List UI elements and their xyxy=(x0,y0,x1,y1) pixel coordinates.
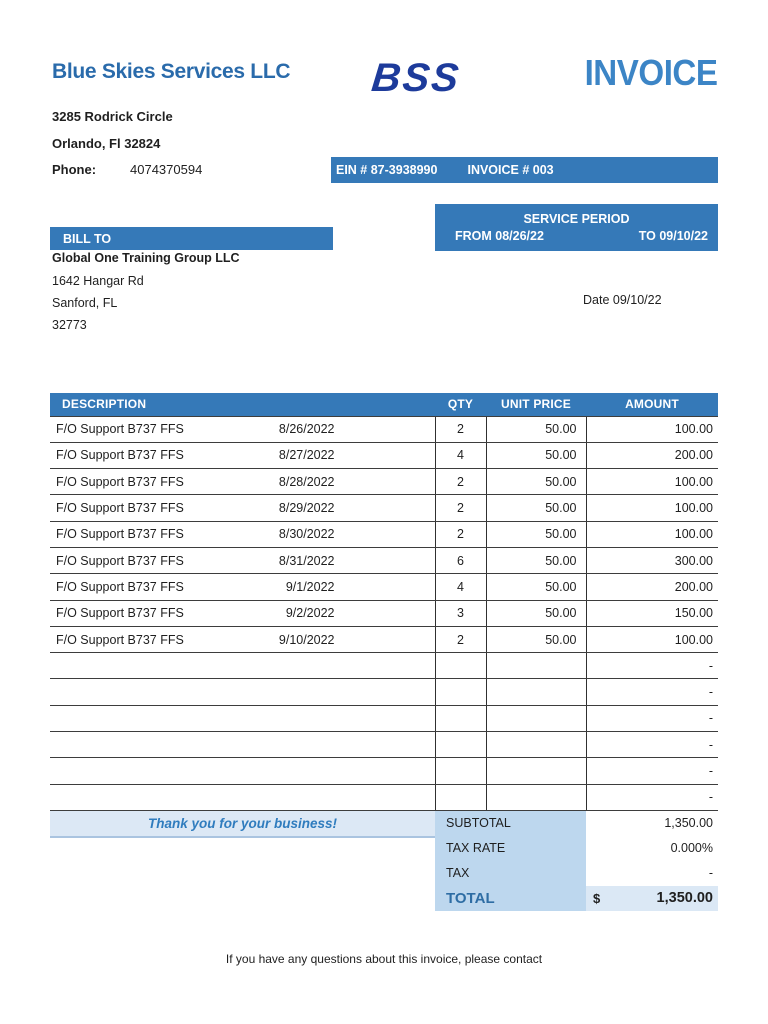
item-date: 8/26/2022 xyxy=(278,422,335,437)
amount-cell: - xyxy=(586,653,718,679)
amount-cell: 200.00 xyxy=(586,574,718,600)
item-description: F/O Support B737 FFS xyxy=(56,448,184,463)
description-cell xyxy=(50,495,435,521)
item-date: 9/1/2022 xyxy=(285,579,335,594)
table-row xyxy=(50,600,718,626)
item-date: 8/29/2022 xyxy=(278,501,335,516)
table-row xyxy=(50,416,718,442)
service-period-title: SERVICE PERIOD xyxy=(523,212,630,226)
qty-cell: 6 xyxy=(435,547,486,573)
description-cell xyxy=(50,626,435,652)
unit-price-cell: 50.00 xyxy=(486,600,586,626)
item-date: 8/30/2022 xyxy=(278,527,335,542)
bill-to-address-line1: 1642 Hangar Rd xyxy=(52,274,144,288)
item-date: 8/31/2022 xyxy=(278,553,335,568)
ein-number: EIN # 87-3938990 xyxy=(336,163,438,177)
qty-cell: 3 xyxy=(435,600,486,626)
total-currency-symbol: $ xyxy=(593,890,601,906)
amount-cell: 100.00 xyxy=(586,521,718,547)
bill-to-zip: 32773 xyxy=(52,318,87,332)
item-description: F/O Support B737 FFS xyxy=(56,606,184,621)
description-cell xyxy=(50,679,435,705)
description-cell xyxy=(50,547,435,573)
phone-value: 4074370594 xyxy=(130,162,203,177)
qty-cell xyxy=(435,705,486,731)
invoice-date: Date 09/10/22 xyxy=(583,293,662,307)
description-cell xyxy=(50,784,435,810)
table-row xyxy=(50,653,718,679)
invoice-table-body xyxy=(50,416,718,810)
amount-cell: - xyxy=(586,758,718,784)
amount-cell: 150.00 xyxy=(586,600,718,626)
unit-price-cell xyxy=(486,732,586,758)
item-description: F/O Support B737 FFS xyxy=(56,579,184,594)
description-cell xyxy=(50,732,435,758)
amount-cell: 300.00 xyxy=(586,547,718,573)
table-row xyxy=(50,784,718,810)
amount-cell: - xyxy=(586,784,718,810)
table-row xyxy=(50,547,718,573)
bill-to-header xyxy=(50,227,333,250)
unit-price-cell: 50.00 xyxy=(486,469,586,495)
item-date: 9/10/2022 xyxy=(278,632,335,647)
company-name: Blue Skies Services LLC xyxy=(52,60,291,83)
table-row xyxy=(50,469,718,495)
invoice-table xyxy=(50,393,718,811)
item-date: 8/28/2022 xyxy=(278,474,335,489)
column-header-qty: QTY xyxy=(435,393,486,416)
amount-cell: 100.00 xyxy=(586,469,718,495)
table-row xyxy=(50,521,718,547)
subtotal-value: 1,350.00 xyxy=(664,816,713,831)
bill-to-name: Global One Training Group LLC xyxy=(52,251,240,265)
description-cell xyxy=(50,416,435,442)
qty-cell xyxy=(435,758,486,784)
qty-cell xyxy=(435,784,486,810)
table-row xyxy=(50,679,718,705)
company-logo: BSS xyxy=(369,56,463,100)
unit-price-cell xyxy=(486,705,586,731)
table-row xyxy=(50,758,718,784)
service-period-to: TO 09/10/22 xyxy=(638,229,708,243)
phone-label: Phone: xyxy=(52,162,97,177)
thank-you-note: Thank you for your business! xyxy=(50,811,435,838)
service-period-box xyxy=(435,204,718,251)
subtotal-label: SUBTOTAL xyxy=(446,816,511,831)
table-row xyxy=(50,442,718,468)
column-header-unit-price: UNIT PRICE xyxy=(486,393,586,416)
unit-price-cell: 50.00 xyxy=(486,574,586,600)
description-cell xyxy=(50,442,435,468)
table-row xyxy=(50,732,718,758)
item-description: F/O Support B737 FFS xyxy=(56,474,184,489)
company-phone xyxy=(52,162,202,177)
amount-cell: - xyxy=(586,705,718,731)
unit-price-cell: 50.00 xyxy=(486,626,586,652)
description-cell xyxy=(50,574,435,600)
totals-values-panel xyxy=(586,811,718,911)
table-row xyxy=(50,626,718,652)
qty-cell xyxy=(435,679,486,705)
table-row xyxy=(50,495,718,521)
column-header-amount: AMOUNT xyxy=(586,393,718,416)
amount-cell: - xyxy=(586,732,718,758)
unit-price-cell: 50.00 xyxy=(486,495,586,521)
unit-price-cell xyxy=(486,653,586,679)
amount-cell: 100.00 xyxy=(586,416,718,442)
description-cell xyxy=(50,469,435,495)
qty-cell: 2 xyxy=(435,626,486,652)
unit-price-cell: 50.00 xyxy=(486,547,586,573)
table-header-row xyxy=(50,393,718,416)
unit-price-cell: 50.00 xyxy=(486,416,586,442)
bill-to-title: BILL TO xyxy=(63,231,112,246)
qty-cell: 2 xyxy=(435,495,486,521)
item-description: F/O Support B737 FFS xyxy=(56,527,184,542)
service-period-from: FROM 08/26/22 xyxy=(455,229,544,243)
tax-rate-value: 0.000% xyxy=(670,841,713,856)
qty-cell xyxy=(435,653,486,679)
amount-cell: 200.00 xyxy=(586,442,718,468)
description-cell xyxy=(50,653,435,679)
ein-invoice-bar xyxy=(331,157,718,183)
invoice-title: INVOICE xyxy=(585,52,718,93)
description-cell xyxy=(50,521,435,547)
total-label: TOTAL xyxy=(446,889,495,907)
description-cell xyxy=(50,705,435,731)
qty-cell: 2 xyxy=(435,469,486,495)
company-address-line2: Orlando, Fl 32824 xyxy=(52,136,161,151)
table-row xyxy=(50,574,718,600)
company-address-line1: 3285 Rodrick Circle xyxy=(52,109,173,124)
invoice-number: INVOICE # 003 xyxy=(467,163,554,177)
bill-to-address-line2: Sanford, FL xyxy=(52,296,118,310)
qty-cell: 4 xyxy=(435,442,486,468)
unit-price-cell: 50.00 xyxy=(486,442,586,468)
total-value-row xyxy=(586,886,718,911)
item-description: F/O Support B737 FFS xyxy=(56,501,184,516)
footer-note: If you have any questions about this invoice, please contact xyxy=(225,952,543,966)
totals-labels-panel xyxy=(435,811,586,911)
item-date: 8/27/2022 xyxy=(278,448,335,463)
invoice-table-section xyxy=(50,393,718,911)
tax-value: - xyxy=(708,866,713,881)
item-description: F/O Support B737 FFS xyxy=(56,553,184,568)
unit-price-cell: 50.00 xyxy=(486,521,586,547)
qty-cell: 2 xyxy=(435,521,486,547)
qty-cell: 2 xyxy=(435,416,486,442)
amount-cell: - xyxy=(586,679,718,705)
unit-price-cell xyxy=(486,679,586,705)
column-header-description: DESCRIPTION xyxy=(50,393,435,416)
total-value: 1,350.00 xyxy=(656,890,713,907)
amount-cell: 100.00 xyxy=(586,626,718,652)
item-date: 9/2/2022 xyxy=(285,606,335,621)
qty-cell: 4 xyxy=(435,574,486,600)
qty-cell xyxy=(435,732,486,758)
totals-section xyxy=(50,811,718,911)
tax-label: TAX xyxy=(446,866,470,881)
unit-price-cell xyxy=(486,758,586,784)
table-row xyxy=(50,705,718,731)
description-cell xyxy=(50,758,435,784)
item-description: F/O Support B737 FFS xyxy=(56,422,184,437)
tax-rate-label: TAX RATE xyxy=(446,841,506,856)
description-cell xyxy=(50,600,435,626)
item-description: F/O Support B737 FFS xyxy=(56,632,184,647)
amount-cell: 100.00 xyxy=(586,495,718,521)
unit-price-cell xyxy=(486,784,586,810)
